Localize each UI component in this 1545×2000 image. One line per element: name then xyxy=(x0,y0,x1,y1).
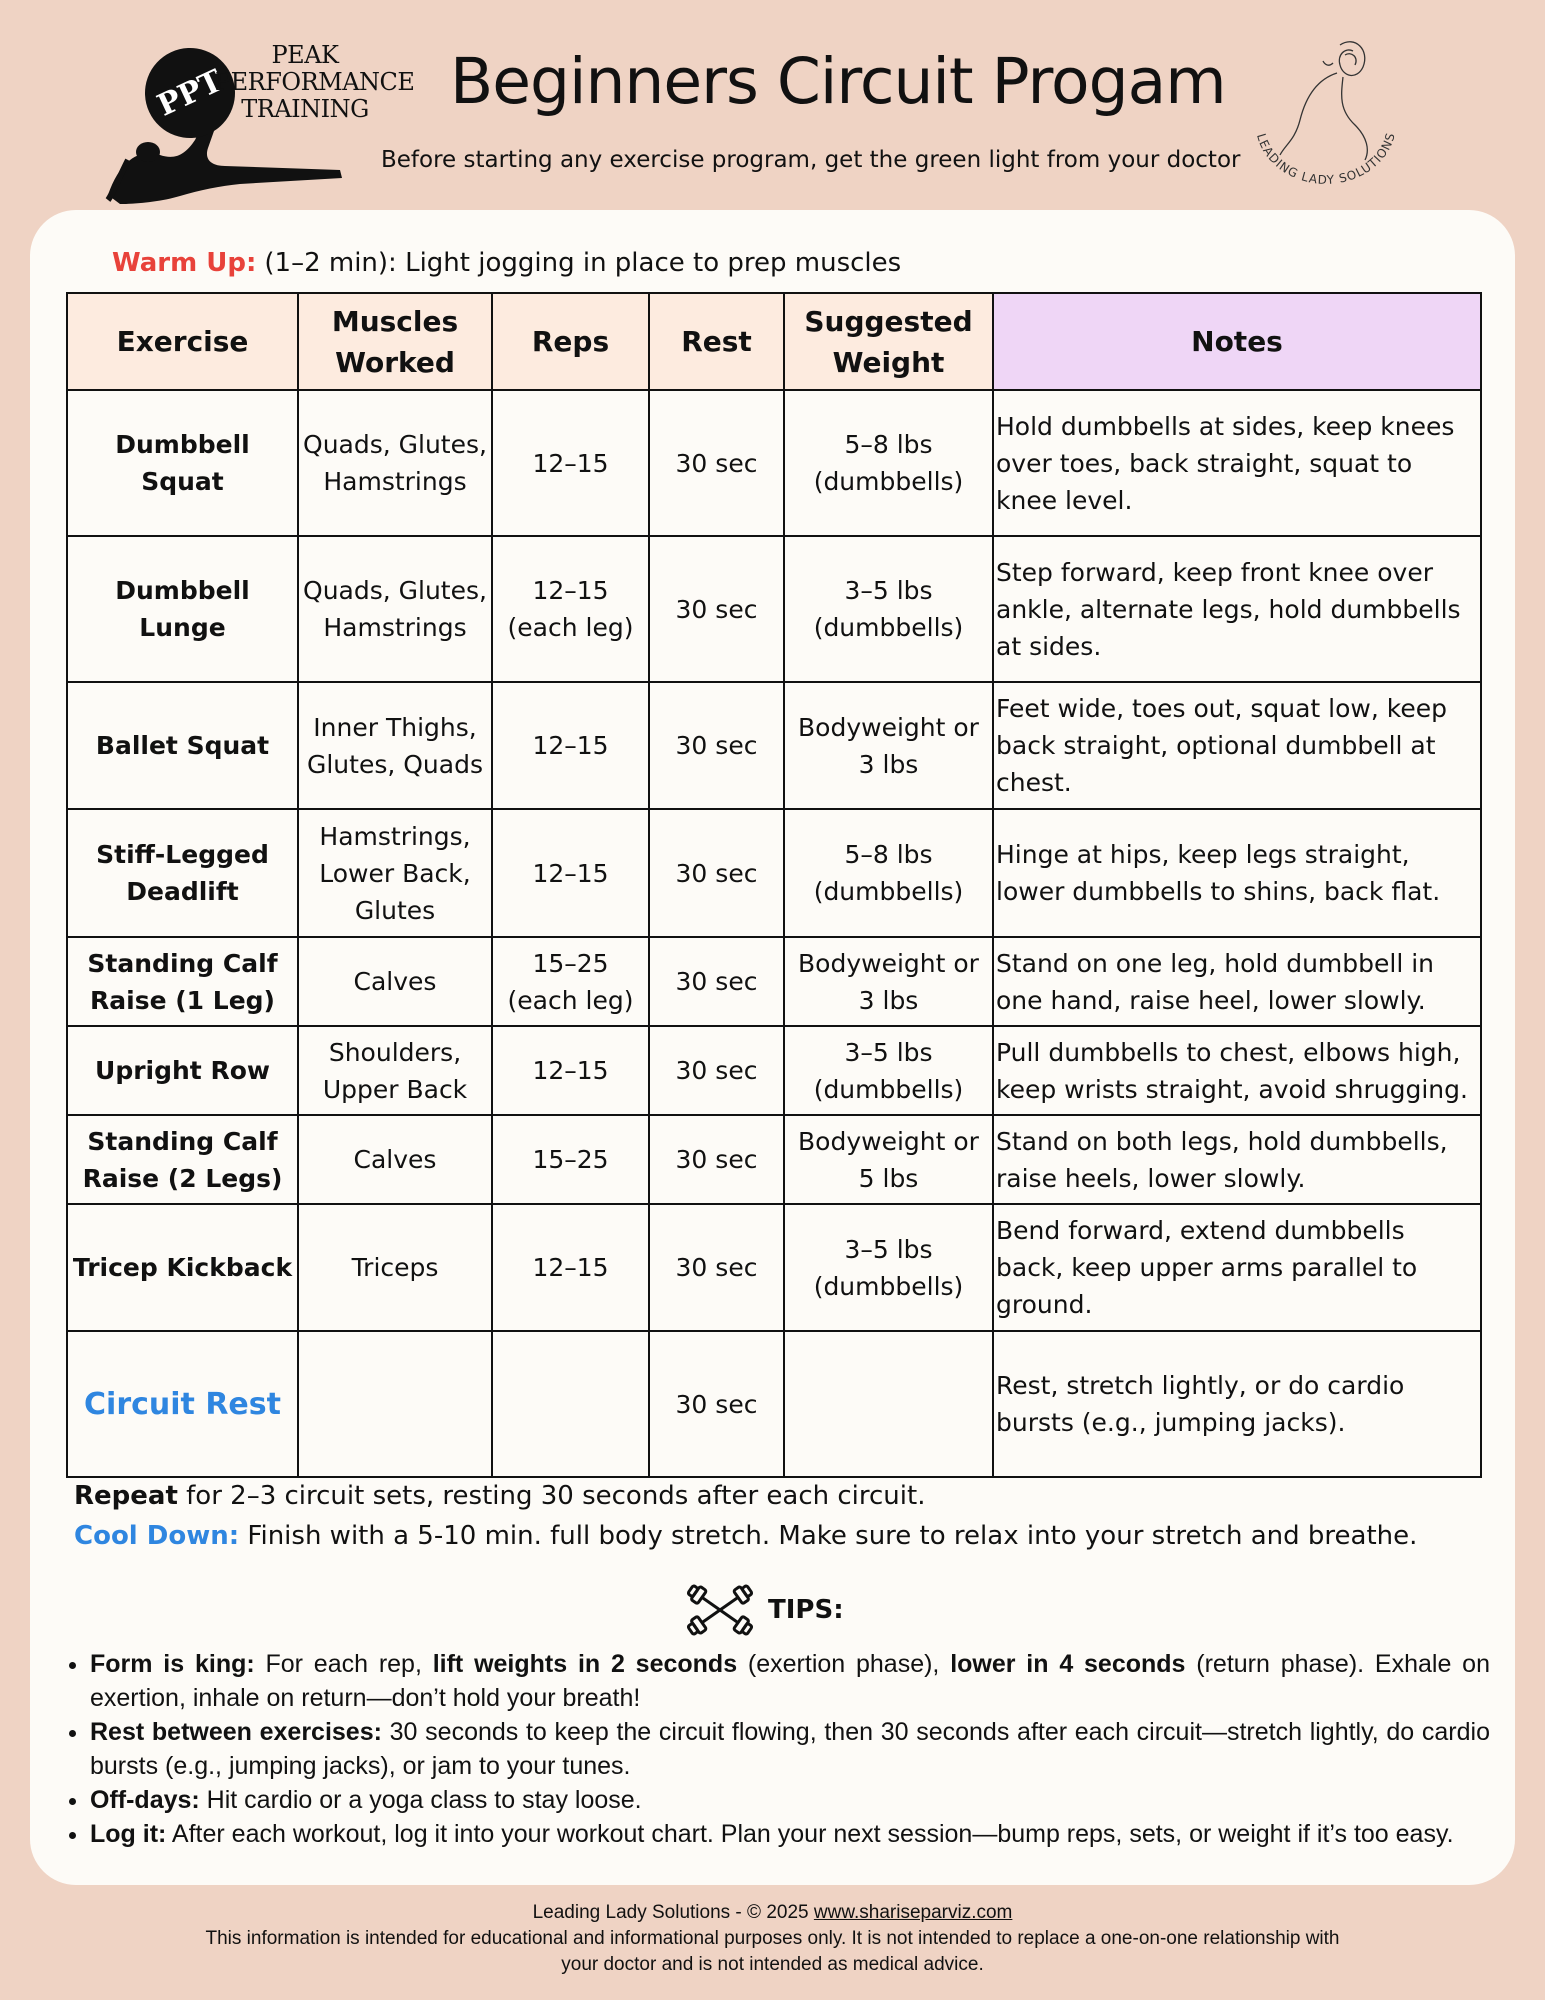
repeat-label: Repeat xyxy=(74,1481,178,1511)
weight-cell: Bodyweight or 5 lbs xyxy=(784,1115,993,1204)
tip-item: • Off-days: Hit cardio or a yoga class to stay loose. xyxy=(90,1783,1490,1817)
muscles-cell: Calves xyxy=(298,937,492,1026)
notes-cell: Hinge at hips, keep legs straight, lower dumbbells to shins, back flat. xyxy=(993,809,1481,937)
reps-cell: 12–15 xyxy=(492,1204,649,1331)
weight-cell: 5–8 lbs (dumbbells) xyxy=(784,809,993,937)
tips-heading xyxy=(680,1570,844,1650)
notes-cell: Hold dumbbells at sides, keep knees over toes, back straight, squat to knee level. xyxy=(993,390,1481,536)
notes-cell: Bend forward, extend dumbbells back, keep upper arms parallel to ground. xyxy=(993,1204,1481,1331)
exercise-cell: Dumbbell Lunge xyxy=(67,536,298,682)
footer-copyright: Leading Lady Solutions - © 2025 www.shariseparviz.com xyxy=(532,1902,1013,1923)
header-reps: Reps xyxy=(492,293,649,390)
weight-cell: 3–5 lbs (dumbbells) xyxy=(784,536,993,682)
cool-down-label: Cool Down: xyxy=(74,1521,240,1551)
repeat-line xyxy=(74,1481,925,1511)
ppt-logo xyxy=(100,40,415,205)
rest-cell: 30 sec xyxy=(649,1026,784,1115)
table-row xyxy=(67,1204,1481,1331)
tip-item: • Log it: After each workout, log it into your workout chart. Plan your next session—bump reps, sets, or weight if it’s too easy. xyxy=(90,1817,1490,1851)
rest-cell: 30 sec xyxy=(649,809,784,937)
weight-cell: Bodyweight or 3 lbs xyxy=(784,937,993,1026)
exercise-cell: Ballet Squat xyxy=(67,682,298,809)
svg-text:LEADING LADY SOLUTIONS: LEADING LADY SOLUTIONS xyxy=(1253,130,1398,188)
exercise-cell: Dumbbell Squat xyxy=(67,390,298,536)
exercise-cell: Standing Calf Raise (1 Leg) xyxy=(67,937,298,1026)
reps-cell: 12–15 xyxy=(492,682,649,809)
notes-cell: Pull dumbbells to chest, elbows high, keep wrists straight, avoid shrugging. xyxy=(993,1026,1481,1115)
reps-cell: 15–25 (each leg) xyxy=(492,937,649,1026)
header-weight: Suggested Weight xyxy=(784,293,993,390)
circuit-table xyxy=(66,292,1482,1478)
tips-list xyxy=(90,1647,1490,1851)
exercise-cell: Stiff-Legged Deadlift xyxy=(67,809,298,937)
notes-cell: Rest, stretch lightly, or do cardio bursts (e.g., jumping jacks). xyxy=(993,1331,1481,1477)
reps-cell: 12–15 (each leg) xyxy=(492,536,649,682)
rest-cell: 30 sec xyxy=(649,390,784,536)
repeat-text: for 2–3 circuit sets, resting 30 seconds after each circuit. xyxy=(186,1481,926,1511)
muscles-cell: Inner Thighs, Glutes, Quads xyxy=(298,682,492,809)
muscles-cell: Quads, Glutes, Hamstrings xyxy=(298,390,492,536)
table-row xyxy=(67,390,1481,536)
reps-cell: 15–25 xyxy=(492,1115,649,1204)
notes-cell: Feet wide, toes out, squat low, keep back straight, optional dumbbell at chest. xyxy=(993,682,1481,809)
rest-cell: 30 sec xyxy=(649,1204,784,1331)
logo-wordmark: PEAK PERFORMANCE TRAINING xyxy=(215,41,415,123)
exercise-cell: Standing Calf Raise (2 Legs) xyxy=(67,1115,298,1204)
table-row xyxy=(67,1115,1481,1204)
footer-website-link[interactable]: www.shariseparviz.com xyxy=(813,1902,1013,1923)
table-row xyxy=(67,809,1481,937)
footer xyxy=(0,1900,1545,1978)
muscles-cell: Hamstrings, Lower Back, Glutes xyxy=(298,809,492,937)
table-row xyxy=(67,937,1481,1026)
warm-up-label: Warm Up: xyxy=(112,248,257,278)
page-subtitle: Before starting any exercise program, get the green light from your doctor xyxy=(381,147,1241,173)
weight-cell: 5–8 lbs (dumbbells) xyxy=(784,390,993,536)
weight-cell: 3–5 lbs (dumbbells) xyxy=(784,1026,993,1115)
leading-lady-logo xyxy=(1245,25,1405,200)
notes-cell: Stand on one leg, hold dumbbell in one hand, raise heel, lower slowly. xyxy=(993,937,1481,1026)
rest-cell: 30 sec xyxy=(649,1115,784,1204)
header-rest: Rest xyxy=(649,293,784,390)
dumbbell-icon xyxy=(680,1572,760,1648)
exercise-cell: Circuit Rest xyxy=(67,1331,298,1477)
page-title: Beginners Circuit Progam xyxy=(450,45,1226,118)
cool-down-text: Finish with a 5-10 min. full body stretch. Make sure to relax into your stretch and breathe. xyxy=(247,1521,1418,1551)
exercise-cell: Upright Row xyxy=(67,1026,298,1115)
footer-disclaimer-line2: your doctor and is not intended as medical advice. xyxy=(561,1954,984,1975)
rest-cell: 30 sec xyxy=(649,937,784,1026)
rest-cell: 30 sec xyxy=(649,682,784,809)
tip-item: • Form is king: For each rep, lift weights in 2 seconds (exertion phase), lower in 4 seconds (return phase). Exhale on exertion, inhale on return—don’t hold your breath! xyxy=(90,1647,1490,1715)
reps-cell: 12–15 xyxy=(492,1026,649,1115)
rest-cell: 30 sec xyxy=(649,1331,784,1477)
muscles-cell: Quads, Glutes, Hamstrings xyxy=(298,536,492,682)
muscles-cell: Triceps xyxy=(298,1204,492,1331)
table-row xyxy=(67,1331,1481,1477)
table-header-row xyxy=(67,293,1481,390)
reps-cell: 12–15 xyxy=(492,390,649,536)
notes-cell: Stand on both legs, hold dumbbells, raise heels, lower slowly. xyxy=(993,1115,1481,1204)
cool-down-line xyxy=(74,1521,1417,1551)
table-row xyxy=(67,1026,1481,1115)
weight-cell: 3–5 lbs (dumbbells) xyxy=(784,1204,993,1331)
warm-up-text: (1–2 min): Light jogging in place to prep muscles xyxy=(264,248,902,278)
table-row xyxy=(67,536,1481,682)
muscles-cell: Shoulders, Upper Back xyxy=(298,1026,492,1115)
warm-up-line xyxy=(112,248,901,278)
rest-cell: 30 sec xyxy=(649,536,784,682)
header-exercise: Exercise xyxy=(67,293,298,390)
header-notes: Notes xyxy=(993,293,1481,390)
footer-disclaimer-line1: This information is intended for educational and informational purposes only. It is not intended to replace a one-on-one relationship with xyxy=(205,1928,1340,1949)
notes-cell: Step forward, keep front knee over ankle, alternate legs, hold dumbbells at sides. xyxy=(993,536,1481,682)
logo-ball-mark: PPT xyxy=(130,33,250,153)
weight-cell: Bodyweight or 3 lbs xyxy=(784,682,993,809)
muscles-cell xyxy=(298,1331,492,1477)
tip-item: • Rest between exercises: 30 seconds to keep the circuit flowing, then 30 seconds after each circuit—stretch lightly, do cardio bursts (e.g., jumping jacks), or jam to your tunes. xyxy=(90,1715,1490,1783)
weight-cell xyxy=(784,1331,993,1477)
reps-cell xyxy=(492,1331,649,1477)
muscles-cell: Calves xyxy=(298,1115,492,1204)
header-muscles: Muscles Worked xyxy=(298,293,492,390)
table-row xyxy=(67,682,1481,809)
tips-title: TIPS: xyxy=(768,1595,844,1625)
reps-cell: 12–15 xyxy=(492,809,649,937)
exercise-cell: Tricep Kickback xyxy=(67,1204,298,1331)
